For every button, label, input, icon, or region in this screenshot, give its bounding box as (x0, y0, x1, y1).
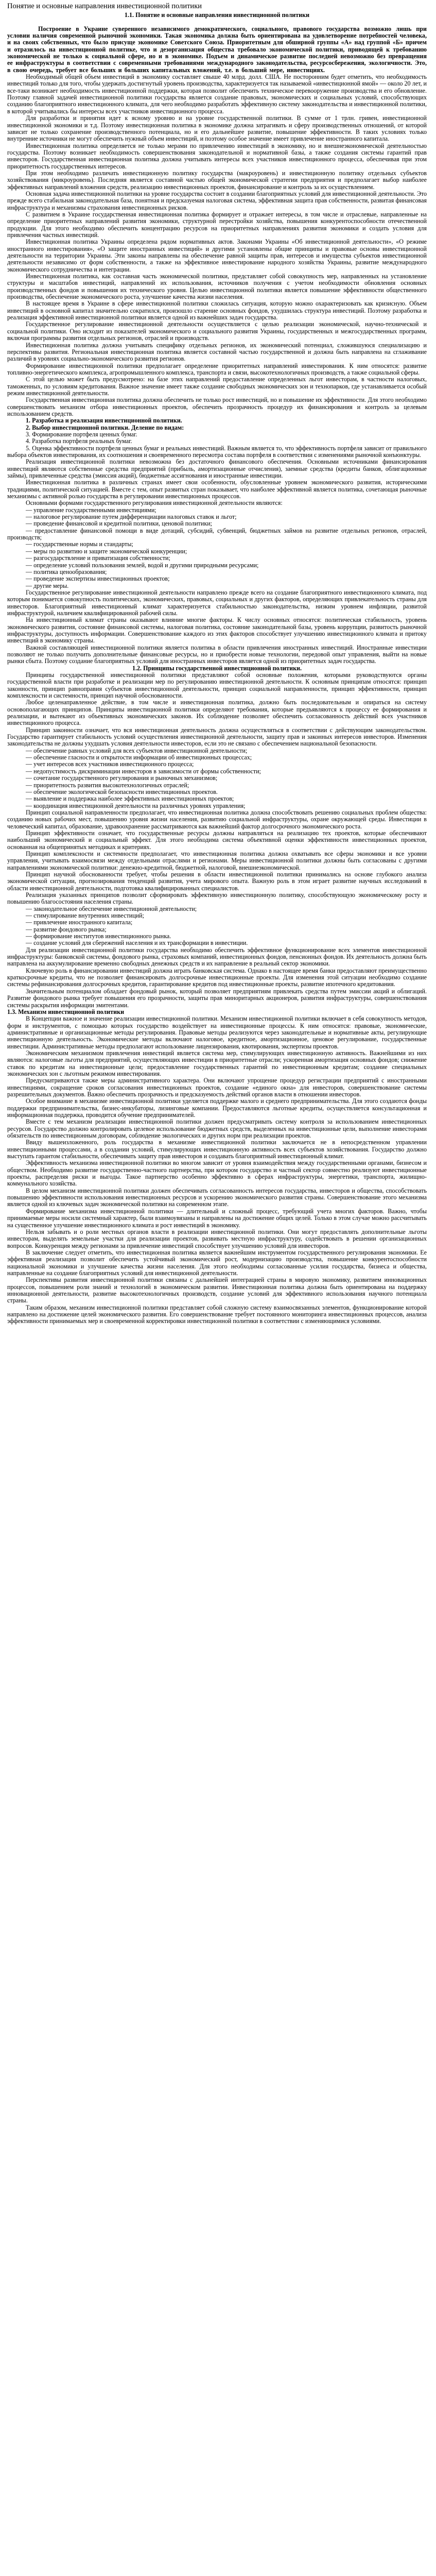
paragraph: В заключение следует отметить, что инвестиционная политика является важнейшим инструментом государственного регулирования экономики. Ее эффективная реализация позволит обеспечить устойчивый экономический рост, модернизацию производства, повышение конкурентоспособности национальной экономики и улучшение качества жизни населения. Для этого необходимы согласованные усилия государства, бизнеса и общества, направленные на создание благоприятных условий для инвестиционной деятельности. (7, 1248, 427, 1277)
paragraph: Вместе с тем механизм реализации инвестиционной политики должен предусматривать систему контроля за использованием инвестиционных ресурсов. Государство должно контролировать целевое использование бюджетных средств, выделенных на инвестиционные цели, выполнение инвесторами обязательств по инвестиционным договорам, соблюдение экологических и других норм при реализации проектов. (7, 1118, 427, 1140)
paragraph: Основная задача инвестиционной политики на уровне государства состоит в создании благоприятных условий для инвестиционной деятельности. Это прежде всего стабильная законодательная база, понятная и предсказуемая налоговая система, эффективная защита прав собственности, развитая финансовая инфраструктура и механизмы страхования инвестиционных рисков. (7, 190, 427, 211)
list-item: — меры по развитию и защите экономической конкуренции; (26, 547, 187, 555)
paragraph: Для разработки и принятия идет к ясному уровню и на уровне государственной политики. В сумме от 1 трлн. гривен, инвестиционной инвестиционной экономики и т.д. Поэтому инвестиционная политика в экономике должна затрагивать и сферу производственных отношений, от которой зависит не только сохранение производственного потенциала, но и его дальнейшее развитие, повышение эффективности. В таких условиях только внутренние источники не могут обеспечить нужный объем инвестиций, и поэтому особое значение имеет привлечение иностранного капитала. (7, 114, 427, 143)
list-intro: Основными формами государственного регулирования инвестиционной деятельности являются: (26, 499, 283, 507)
paragraph: Государственное регулирование инвестиционной деятельности осуществляется с целью реализации экономической, научно-технической и социальной политики. Оно исходит из показателей экономического и социального развития Украины, государственных и межгосударственных программ, включая программы развития отдельных регионов, отраслей и производств. (7, 320, 427, 342)
list-item: — сочетание государственного регулирования и рыночных механизмов; (26, 774, 218, 782)
paragraph: Принцип комплексности и системности предполагает, что инвестиционная политика должна охватывать все сферы экономики и все уровни управления, учитывать взаимосвязи между отдельными отраслями и регионами. Меры инвестиционной политики должны быть согласованы с другими направлениями экономической политики: денежно-кредитной, бюджетной, налоговой, внешнеэкономической. (7, 850, 427, 871)
paragraph: При этом необходимо различать инвестиционную политику государства (макроуровень) и инвестиционную политику отдельных субъектов хозяйствования (микроуровень). Последняя является составной частью общей экономической стратегии предприятия и предполагает выбор наиболее эффективных направлений вложения средств, реализацию инвестиционных проектов, финансирование и контроль за их осуществлением. (7, 169, 427, 191)
dash-list (7, 906, 427, 947)
paragraph: Таким образом, механизм инвестиционной политики представляет собой сложную систему взаимосвязанных элементов, функционирование которой направлено на достижение целей экономического развития. Его совершенствование требует постоянного мониторинга инвестиционных процессов, анализа эффективности принимаемых мер и своевременной корректировки инвестиционной политики в соответствии с изменяющимися условиями. (7, 1303, 427, 1325)
list-item: — разгосударствление и приватизация собственности; (26, 554, 170, 562)
paragraph: Принцип социальной направленности предполагает, что инвестиционная политика должна способствовать решению социальных проблем общества: созданию новых рабочих мест, повышению уровня жизни населения, развитию социальной инфраструктуры, охране окружающей среды. Инвестиции в человеческий капитал, образование, здравоохранение рассматриваются как важнейший фактор долгосрочного экономического роста. (7, 808, 427, 830)
numbered-list (7, 417, 427, 445)
paragraph: Для реализации инвестиционной политики государства необходимо обеспечить эффективное функционирование всех элементов инвестиционной инфраструктуры: банковской системы, фондового рынка, страховых компаний, инвестиционных фондов, пенсионных фондов. Их деятельность должна быть направлена на аккумулирование временно свободных денежных средств и их направление в реальный сектор экономики. (7, 946, 427, 968)
paragraph: Ввиду вышеизложенного, роль государства в механизме инвестиционной политики заключается не в непосредственном управлении инвестиционными процессами, а в создании условий, стимулирующих инвестиционную активность всех субъектов хозяйствования. Государство должно выступать гарантом стабильности, обеспечивать защиту прав инвесторов и создавать благоприятный инвестиционный климат. (7, 1139, 427, 1160)
paragraph: Перспективы развития инвестиционной политики связаны с дальнейшей интеграцией страны в мировую экономику, развитием инновационных процессов, повышением роли знаний и технологий в экономическом развитии. Инвестиционная политика должна быть ориентирована на поддержку инновационной деятельности, развитие высокотехнологичных производств, создание условий для эффективного использования научного потенциала страны. (7, 1276, 427, 1304)
paragraph: Инвестиционная политика, как составная часть экономической политики, представляет собой совокупность мер, направленных на установление структуры и масштабов инвестиций, направлений их использования, источников получения с учетом необходимости обновления основных производственных фондов и повышения их технического уровня. Целью инвестиционной политики является повышение эффективности общественного производства, обеспечение экономического роста, улучшение качества жизни населения. (7, 273, 427, 301)
section-1b-body (7, 445, 427, 500)
list-item: — другие меры. (26, 582, 69, 589)
lead-paragraph: Построение в Украине суверенного независимого демократического, социального, правового государства возможно лишь при условии наличия современной рыночной экономики. Такая экономика должна быть ориентирована на удовлетворение потребностей человека, и на своих собственных, что было присуще экономике Советского Союза. Приоритетным для обширной группы «А» над группой «Б» причем и отразилось на инвестиционной политике, что и дезорганизация общества требовало экономической политики, приводящей к требованию экономической не только к социальной сфере, но и в экономике. Подъем и динамическое развитие последней невозможно без превращения ее инфраструктуры в соответствии с современными требованиями международного законодательства, ресурсосбережения, экологичности. Это, в свою очередь, требует все больших и больших капитальных вложений, т.е. в больший мере, инвестициях. (7, 25, 427, 74)
paragraph: Реализация указанных принципов позволит сформировать эффективную инвестиционную политику, способствующую экономическому росту и повышению благосостояния населения страны. (7, 891, 427, 906)
paragraph: Инвестиционная политика должна учитывать специфику отдельных регионов, их экономический потенциал, сложившуюся специализацию и перспективы развития. Региональная инвестиционная политика является составной частью государственной и должна быть направлена на сглаживание различий в уровнях социально-экономического развития регионов. (7, 341, 427, 363)
section-2b-body (7, 809, 427, 906)
paragraph: Экономическим механизмом привлечения инвестиций является система мер, стимулирующих инвестиционную активность. Важнейшими из них являются: налоговые льготы для предприятий, осуществляющих инвестиции в приоритетные отрасли; ускоренная амортизация основных фондов; снижение ставок по кредитам на инвестиционные цели; предоставление государственных гарантий по инвестиционным кредитам; создание специальных экономических зон с льготным режимом инвестирования. (7, 1049, 427, 1077)
list-item: — налоговое регулирование путем дифференциации налоговых ставок и льгот; (26, 513, 237, 521)
paragraph: Принцип научной обоснованности требует, чтобы решения в области инвестиционной политики принимались на основе глубокого анализа экономической ситуации, прогнозирования тенденций развития, учета мирового опыта. Важную роль в этом играет развитие научных исследований в области инвестиционной деятельности, подготовка квалифицированных специалистов. (7, 870, 427, 892)
list-item: — стимулирование внутренних инвестиций; (26, 912, 144, 920)
dash-list (7, 748, 427, 809)
paragraph: 5. Оценка эффективности портфеля ценных бумаг и реальных инвестиций. Важным является то, что эффективность портфеля зависит от правильного выбора объектов инвестирования, их соотношения и своевременного пересмотра состава портфеля в соответствии с изменениями рыночной конъюнктуры. (7, 444, 427, 459)
list-item: 1. Разработка и реализация инвестиционной политики. (26, 417, 182, 425)
paragraph: Нельзя забывать и о роли местных органов власти в реализации инвестиционной политики. Они могут предоставлять дополнительные льготы инвесторам, выделять земельные участки для реализации проектов, развивать местную инфраструктуру, содействовать в решении организационных вопросов. Конкуренция между регионами за привлечение инвестиций способствует улучшению условий для инвесторов. (7, 1228, 427, 1249)
list-item: — политика ценообразования; (26, 568, 107, 575)
paragraph: Особое внимание в механизме инвестиционной политики уделяется поддержке малого и среднего предпринимательства. Для этого создаются фонды поддержки предпринимательства, бизнес-инкубаторы, лизинговые компании. Предоставляются льготные кредиты, осуществляется консультационная и информационная поддержка, проводится обучение предпринимателей. (7, 1097, 427, 1118)
paragraph: Ключевую роль в финансировании инвестиций должна играть банковская система. Однако в настоящее время банки предоставляют преимущественно краткосрочные кредиты, что не позволяет финансировать долгосрочные инвестиционные проекты. Для изменения этой ситуации необходимо создание системы рефинансирования долгосрочных кредитов, гарантирование кредитов под инвестиционные проекты, развитие ипотечного кредитования. (7, 967, 427, 988)
paragraph: Формирование инвестиционной политики предполагает определение приоритетных направлений инвестирования. К ним относятся: развитие топливно-энергетического комплекса, агропромышленного комплекса, транспорта и связи, высокотехнологичных производств, а также социальной сферы. (7, 362, 427, 376)
list-item: — создание условий для сбережений населения и их трансформации в инвестиции. (26, 939, 248, 947)
paragraph: Инвестиционная политика в различных странах имеет свои особенности, обусловленные уровнем экономического развития, историческими традициями, политической ситуацией. Вместе с тем, опыт развитых стран показывает, что наиболее эффективной является политика, сочетающая рыночные механизмы с активной ролью государства в регулировании инвестиционных процессов. (7, 479, 427, 500)
section-heading-1: 1.1. Понятие и основные направления инвестиционной политики (124, 11, 310, 19)
paragraph: Инвестиционная политика определяется не только мерами по привлечению инвестиций в экономику, но и внешнеэкономической деятельностью государства. Поэтому возникает необходимость совершенствования законодательной и нормативной базы, а также создания системы гарантий прав инвесторов. Государственная инвестиционная политика должна учитывать интересы всех участников инвестиционного процесса, обеспечивая при этом приоритетность государственных интересов. (7, 142, 427, 170)
paragraph: Предусматриваются также меры административного характера. Они включают упрощение процедур регистрации предприятий с иностранными инвестициями, сокращение сроков согласования инвестиционных проектов, создание «единого окна» для инвесторов, совершенствование системы разрешительных документов. Важно обеспечить прозрачность и предсказуемость действий органов власти в отношении инвесторов. (7, 1077, 427, 1098)
list-item: — управление государственными инвестициями; (26, 506, 156, 514)
section-1-body (7, 74, 427, 417)
paragraph: Государственная инвестиционная политика должна обеспечить не только рост инвестиций, но и повышение их эффективности. Для этого необходимо совершенствовать механизм отбора инвестиционных проектов, обеспечить прозрачность процедур их финансирования и контроль за целевым использованием средств. (7, 396, 427, 417)
paragraph: Любое целенаправленное действие, в том числе и инвестиционная политика, должно быть последовательным и опираться на систему основополагающих принципов. Принципы инвестиционной политики определяют требования, которые предъявляются к процессу ее формирования и реализации, и вытекают из объективных экономических законов. Их соблюдение позволяет обеспечить согласованность действий всех участников инвестиционного процесса. (7, 699, 427, 727)
paragraph: Важной составляющей инвестиционной политики является политика в области привлечения иностранных инвестиций. Иностранные инвестиции позволяют не только получить дополнительные финансовые ресурсы, но и приобрести новые технологии, передовой опыт управления, выйти на новые рынки сбыта. Поэтому создание благоприятных условий для иностранных инвесторов является одной из приоритетных задач государства. (7, 643, 427, 665)
dash-list (7, 507, 427, 589)
list-item: — государственные нормы и стандарты; (26, 540, 133, 548)
list-item: 4. Разработка портфеля реальных бумаг. (26, 437, 132, 445)
list-item: — приоритетность развития высокотехнологичных отраслей; (26, 781, 189, 789)
paragraph: Эффективность механизма инвестиционной политики во многом зависит от уровня взаимодействия между государственными органами, бизнесом и обществом. Необходимо развитие государственно-частного партнерства, при котором государство и частный сектор совместно реализуют инвестиционные проекты, распределяя риски и выгоды. Такое партнерство особенно эффективно в сферах инфраструктуры, энергетики, транспорта, жилищно-коммунального хозяйства. (7, 1159, 427, 1188)
list-item: — обеспечение гласности и открытости информации об инвестиционных процессах; (26, 754, 252, 761)
list-item: 2. Выбор инвестиционной политики. Деление по видам: (26, 423, 184, 431)
section-heading-3: 1.3. Механизм инвестиционной политики (7, 1008, 125, 1015)
list-item: — законодательное обеспечение инвестиционной деятельности; (26, 905, 197, 912)
list-item: — обеспечение равных условий для всех субъектов инвестиционной деятельности; (26, 747, 248, 754)
list-item: — предоставление финансовой помощи в виде дотаций, субсидий, субвенций, бюджетных займов на развитие отдельных регионов, отраслей, производств; (7, 527, 427, 541)
paragraph: Инвестиционная политика Украины определена рядом нормативных актов. Законами Украины «Об инвестиционной деятельности», «О режиме иностранного инвестирования», «О защите иностранных инвестиций» и другими установлены общие принципы и правовые основы инвестиционной деятельности на территории Украины. Эти законы направлены на обеспечение равной защиты прав, интересов и имущества субъектов инвестиционной деятельности независимо от форм собственности, а также на эффективное инвестирование народного хозяйства Украины, развитие международного экономического сотрудничества и интеграции. (7, 238, 427, 273)
section-3-body (7, 1015, 427, 1325)
paragraph: На инвестиционный климат страны оказывают влияние многие факторы. К числу основных относятся: политическая стабильность, уровень экономического развития, состояние финансовой системы, налоговая политика, состояние законодательной базы, уровень коррупции, развитость рыночной инфраструктуры, доступность информации. Совершенствование каждого из этих факторов способствует улучшению инвестиционного климата и притоку инвестиций в экономику страны. (7, 616, 427, 645)
list-item: 3. Формирование портфеля ценных бумаг. (26, 430, 137, 438)
list-item: — развитие фондового рынка; (26, 925, 107, 933)
paragraph: С этой целью может быть предусмотрено: на базе этих направлений предоставление определенных льгот инвесторам, в частности налоговых, таможенных, по условиям кредитования. Важное значение имеет также создание свободных экономических зон и технопарков, где устанавливается особый режим инвестиционной деятельности. (7, 376, 427, 397)
paragraph: Государственное регулирование инвестиционной деятельности направлено прежде всего на создание благоприятного инвестиционного климата, под которым понимается совокупность политических, экономических, правовых, социальных и других факторов, определяющих привлекательность страны для инвесторов. Благоприятный инвестиционный климат характеризуется стабильностью законодательства, низким уровнем инфляции, развитой инфраструктурой, наличием квалифицированной рабочей силы. (7, 588, 427, 617)
paragraph: Реализация инвестиционной политики невозможна без достаточного финансового обеспечения. Основными источниками финансирования инвестиций являются собственные средства предприятий (прибыль, амортизационные отчисления), заемные средства (кредиты банков, облигационные займы), привлеченные средства (эмиссия акций), бюджетные ассигнования и иностранные инвестиции. (7, 458, 427, 480)
paragraph: Принцип законности означает, что вся инвестиционная деятельность должна осуществляться в соответствии с действующим законодательством. Государство гарантирует стабильность условий осуществления инвестиционной деятельности, защиту прав и законных интересов инвесторов. Изменения законодательства не должны ухудшать условия деятельности инвесторов, если это не связано с обеспечением национальной безопасности. (7, 726, 427, 748)
paragraph: Значительным потенциалом обладает фондовый рынок, который позволяет предприятиям привлекать средства путем эмиссии акций и облигаций. Развитие фондового рынка требует повышения его прозрачности, защиты прав миноритарных акционеров, развития инфраструктуры, совершенствования системы раскрытия информации эмитентами. (7, 987, 427, 1009)
list-item: — обеспечение экологической безопасности инвестиционных проектов. (26, 788, 218, 795)
paragraph: Необходимый общей объем инвестиций в экономику составляет свыше 40 млрд. долл. США. Не посторонним будет отметить, что необходимость инвестиций только для того, чтобы удержать достигнутый уровень производства, характеризуется так называемой «инвестиционной ямой» — около 20 лет, и все-таки возникает необходимость инвестиционной поддержки, которая позволит обеспечить техническое перевооружение производства и его обновление. Поэтому главной задачей инвестиционной политики государства является создание правовых, экономических и социальных условий, способствующих созданию благоприятного инвестиционного климата, для чего необходимо разработать эффективную систему законодательства и инвестиционной политики, в которой учитывались бы интересы всех участников инвестиционного процесса. (7, 73, 427, 115)
list-item: — привлечение иностранного капитала; (26, 919, 133, 926)
section-2c-body (7, 947, 427, 1009)
list-item: — проведение финансовой и кредитной политики, ценовой политики; (26, 520, 213, 528)
list-item: — выявление и поддержка наиболее эффективных инвестиционных проектов; (26, 795, 234, 803)
paragraph: Формирование механизма инвестиционной политики — длительный и сложный процесс, требующий учета многих факторов. Важно, чтобы принимаемые меры носили системный характер, были взаимоувязаны и направлены на достижение общих целей. Только в этом случае можно рассчитывать на существенное улучшение инвестиционного климата и рост инвестиций в экономику. (7, 1207, 427, 1229)
list-item: — определение условий пользования землей, водой и другими природными ресурсами; (26, 561, 259, 569)
section-2-body (7, 672, 427, 748)
page-title: Понятие и основные направления инвестиционной политики (7, 2, 202, 10)
paragraph: Принципы государственной инвестиционной политики представляют собой основные положения, которыми руководствуются органы государственной власти при разработке и реализации мер по регулированию инвестиционной деятельности. К основным принципам относятся: принцип законности, принцип равноправия субъектов инвестиционной деятельности, принцип социальной направленности, принцип эффективности, принцип комплексности и системности, принцип научной обоснованности. (7, 671, 427, 700)
list-item: — координация инвестиционной деятельности на различных уровнях управления; (26, 802, 246, 809)
section-heading-2: 1.2. Принципы государственной инвестиционной политики. (132, 664, 302, 672)
paragraph: В Концепции важное и значение реализации инвестиционной политики. Механизм инвестиционной политики включает в себя совокупность методов, форм и инструментов, с помощью которых государство воздействует на инвестиционные процессы. К ним относятся: правовые, экономические, административные и организационные методы регулирования. Правовые методы реализуются через законодательные и нормативные акты, регулирующие инвестиционную деятельность. Экономические методы включают налоговое, кредитное, амортизационное, ценовое регулирование, государственные инвестиции. Административные методы предполагают использование лицензирования, квотирования, экспертизы проектов. (7, 1015, 427, 1050)
list-item: — проведение экспертизы инвестиционных проектов; (26, 575, 170, 583)
list-item: — недопустимость дискриминации инвесторов в зависимости от формы собственности; (26, 767, 261, 775)
list-item: — формирование институтов инвестиционного рынка. (26, 933, 171, 940)
section-1c-body (7, 589, 427, 665)
paragraph: В настоящее время в Украине в сфере инвестиционной политики сложилась ситуация, которую можно охарактеризовать как кризисную. Объем инвестиций в основной капитал значительно сократился, произошло старение основных фондов, ухудшилась структура инвестиций. Поэтому разработка и реализация эффективной инвестиционной политики является одной из важнейших задач государства. (7, 300, 427, 321)
paragraph: Принцип эффективности означает, что государственные ресурсы должны направляться на реализацию тех проектов, которые обеспечивают наибольший экономический и социальный эффект. Для этого необходима система объективной оценки эффективности инвестиционных проектов, основанная на общепринятых методиках и критериях. (7, 829, 427, 851)
paragraph: В целом механизм инвестиционной политики должен обеспечивать согласованность интересов государства, инвесторов и общества, способствовать повышению эффективности использования инвестиционных ресурсов и ускорению экономического развития страны. Совершенствование этого механизма является одной из ключевых задач экономической политики на современном этапе. (7, 1187, 427, 1208)
paragraph: С развитием в Украине государственная инвестиционная политика формирует и отражает интересы, в том числе и отраслевые, направленные на определение приоритетных направлений развития экономики, структурной перестройки хозяйства, повышения конкурентоспособности отечественной продукции. Для этого необходимо обеспечить концентрацию ресурсов на приоритетных направлениях развития экономики и создать условия для привлечения частных инвестиций. (7, 210, 427, 239)
list-item: — учет интересов всех участников инвестиционного процесса; (26, 760, 194, 768)
